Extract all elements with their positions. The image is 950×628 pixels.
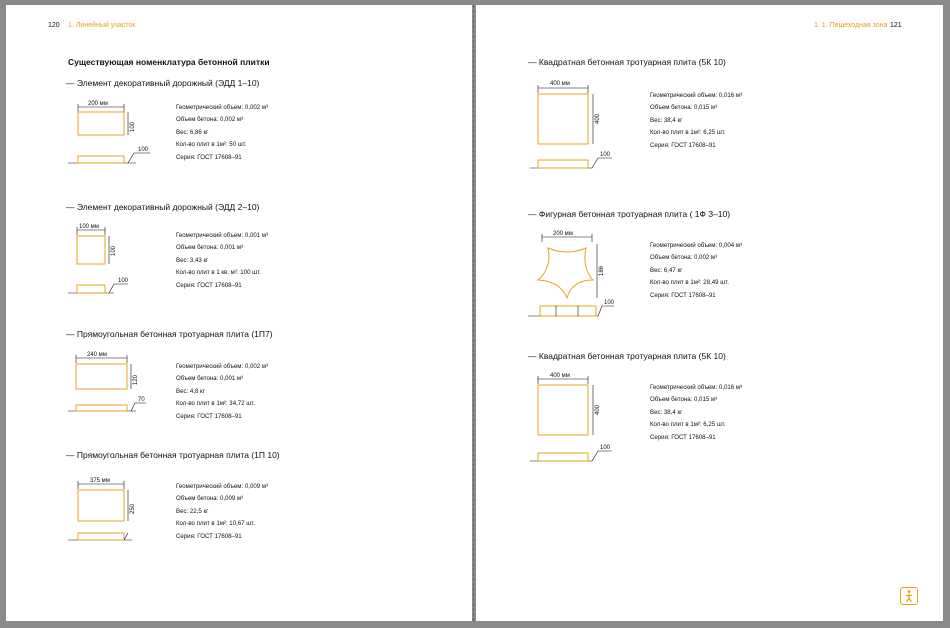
spec-line: Кол-во плит в 1м²: 28,49 шт.	[650, 279, 729, 287]
pedestrian-logo-icon	[900, 587, 918, 605]
spec-line: Геометрический объем: 0,002 м³	[176, 104, 269, 111]
spec-line: Кол-во плит в 1м²: 34,72 шт.	[176, 400, 255, 408]
spec-line: Кол-во плит в 1м²: 10,67 шт.	[176, 520, 255, 528]
side-label: 100	[600, 152, 611, 158]
height-label: 120	[133, 374, 139, 385]
page-number: 120	[48, 22, 60, 29]
spec-line: Геометрический объем: 0,004 м³	[650, 242, 743, 249]
spec-line: Серия: ГОСТ 17608–91	[650, 433, 716, 441]
side-label: 100	[118, 278, 129, 284]
spec-line: Серия: ГОСТ 17608–91	[650, 141, 716, 149]
width-label: 240 мм	[87, 352, 107, 358]
item-heading: — Прямоугольная бетонная тротуарная плита (1П 10)	[66, 450, 280, 460]
width-label: 375 мм	[90, 478, 110, 484]
spec-line: Геометрический объем: 0,001 м³	[176, 232, 269, 239]
width-label: 100 мм	[79, 224, 99, 230]
height-label: 186	[599, 265, 605, 276]
page-number: 121	[890, 22, 902, 29]
height-label: 100	[130, 121, 136, 132]
running-header: 1. Линейный участок	[68, 22, 136, 29]
side-label: 100	[138, 147, 149, 153]
spec-line: Объем бетона: 0,002 м³	[650, 254, 718, 262]
width-label: 200 мм	[553, 231, 573, 237]
tile-drawing	[530, 76, 630, 181]
spec-list	[176, 102, 268, 164]
tile-drawing	[64, 347, 164, 417]
spec-list	[176, 481, 268, 543]
width-label: 400 мм	[550, 373, 570, 379]
height-label: 400	[595, 113, 601, 124]
spec-line: Объем бетона: 0,001 м³	[176, 375, 244, 383]
spec-line: Объем бетона: 0,002 м³	[176, 116, 244, 124]
width-label: 400 мм	[550, 81, 570, 87]
item-heading: — Квадратная бетонная тротуарная плита (5К 10)	[528, 351, 726, 361]
spec-line: Кол-во плит в 1м²: 6,25 шт.	[650, 421, 726, 429]
item-heading: — Прямоугольная бетонная тротуарная плита (1П7)	[66, 329, 273, 339]
height-label: 400	[595, 404, 601, 415]
spec-line: Объем бетона: 0,015 м³	[650, 396, 718, 404]
spec-list	[176, 230, 268, 292]
width-label: 200 мм	[88, 101, 108, 107]
spec-line: Серия: ГОСТ 17608–91	[176, 532, 242, 540]
page-title: Существующая номенклатура бетонной плитки	[68, 57, 270, 67]
spec-line: Вес: 38,4 кг	[650, 408, 683, 416]
spec-list	[650, 382, 742, 444]
side-label: 100	[604, 300, 615, 306]
item-heading: — Элемент декоративный дорожный (ЭДД 2–10)	[66, 202, 260, 212]
page-divider	[473, 5, 474, 621]
item-heading: — Фигурная бетонная тротуарная плита ( 1Ф 3–10)	[528, 209, 731, 219]
tile-drawing	[64, 474, 164, 554]
side-label: 70	[138, 397, 145, 403]
running-header: 1. 1. Пешеходная зона	[814, 22, 888, 29]
spec-line: Вес: 6,86 кг	[176, 128, 209, 136]
tile-drawing	[64, 96, 164, 166]
spec-line: Объем бетона: 0,001 м³	[176, 244, 244, 252]
spec-line: Вес: 38,4 кг	[650, 116, 683, 124]
spec-line: Кол-во плит в 1м²: 6,25 шт.	[650, 129, 726, 137]
item-heading: — Элемент декоративный дорожный (ЭДД 1–10)	[66, 78, 260, 88]
spec-line: Вес: 22,5 кг	[176, 507, 209, 515]
spec-line: Объем бетона: 0,009 м³	[176, 495, 244, 503]
spec-list	[176, 361, 268, 423]
spec-line: Кол-во плит в 1м²: 50 шт.	[176, 141, 247, 149]
spec-list	[650, 240, 742, 302]
spec-line: Серия: ГОСТ 17608–91	[176, 412, 242, 420]
spec-list	[650, 90, 742, 152]
spec-line: Кол-во плит в 1 кв. м²: 100 шт.	[176, 269, 261, 277]
spec-line: Вес: 6,47 кг	[650, 266, 683, 274]
spec-line: Геометрический объем: 0,002 м³	[176, 363, 269, 370]
spec-line: Серия: ГОСТ 17608–91	[176, 153, 242, 161]
spec-line: Серия: ГОСТ 17608–91	[176, 281, 242, 289]
height-label: 100	[111, 245, 117, 256]
spec-line: Вес: 3,43 кг	[176, 256, 209, 264]
tile-drawing	[530, 368, 630, 473]
spec-line: Серия: ГОСТ 17608–91	[650, 291, 716, 299]
item-heading: — Квадратная бетонная тротуарная плита (5К 10)	[528, 57, 726, 67]
height-label: 250	[130, 503, 136, 514]
spec-line: Объем бетона: 0,015 м³	[650, 104, 718, 112]
tile-drawing	[64, 220, 164, 300]
side-label: 100	[600, 445, 611, 451]
tile-drawing	[526, 226, 636, 326]
spec-line: Геометрический объем: 0,016 м³	[650, 384, 743, 391]
spec-line: Геометрический объем: 0,009 м³	[176, 483, 269, 490]
spec-line: Вес: 4,8 кг	[176, 387, 205, 395]
spec-line: Геометрический объем: 0,016 м³	[650, 92, 743, 99]
